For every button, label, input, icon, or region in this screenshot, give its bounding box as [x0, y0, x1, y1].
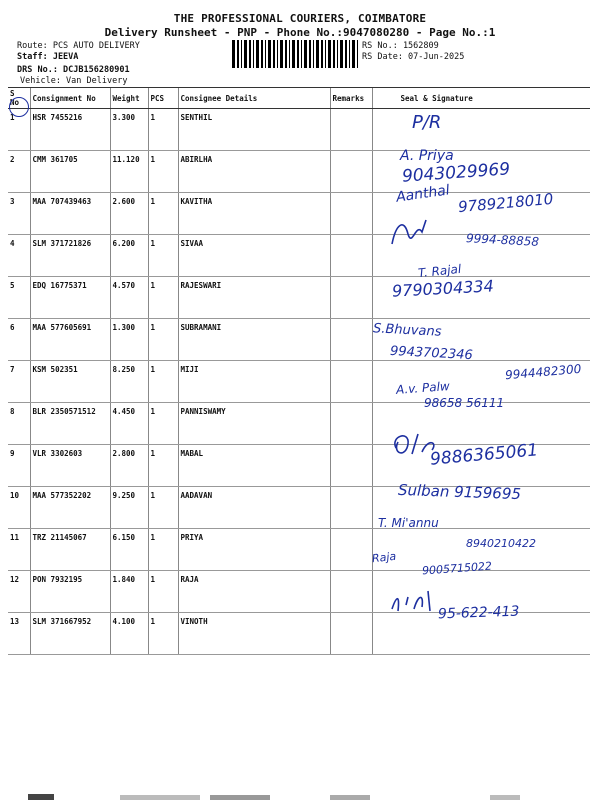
handwriting-signature: A. Priya [400, 148, 454, 164]
cell-remarks [330, 571, 372, 613]
col-pcs: PCS [148, 88, 178, 109]
signature-scribble [386, 214, 446, 250]
cell-consignment: BLR 2350571512 [30, 403, 110, 445]
cell-consignee: SUBRAMANI [178, 319, 330, 361]
cell-pcs: 1 [148, 361, 178, 403]
cell-signature [372, 109, 590, 151]
cell-consignment: PON 7932195 [30, 571, 110, 613]
cell-weight: 4.450 [110, 403, 148, 445]
handwriting-phone: 9943702346 [389, 343, 474, 364]
cell-sno: 1 [8, 109, 30, 151]
cell-consignment: SLM 371667952 [30, 613, 110, 655]
barcode-bar [328, 40, 331, 68]
barcode-bar [237, 40, 239, 68]
table-row [8, 277, 590, 319]
cell-sno: 6 [8, 319, 30, 361]
table-row [8, 319, 590, 361]
cell-consignment: VLR 3302603 [30, 445, 110, 487]
handwriting-phone: 8940210422 [466, 537, 536, 550]
barcode-bar [325, 40, 326, 68]
barcode-bar [357, 40, 358, 68]
barcode-bar [304, 40, 307, 68]
handwriting-phone: 9944482300 [504, 361, 582, 383]
handwriting-signature: T. Mi'annu [378, 516, 439, 530]
handwriting-signature: Aanthal [395, 182, 451, 206]
cell-consignment: HSR 7455216 [30, 109, 110, 151]
rs-date-text: RS Date: 07-Jun-2025 [362, 51, 465, 62]
cell-sno: 4 [8, 235, 30, 277]
cell-pcs: 1 [148, 403, 178, 445]
handwriting-phone: 9994-88858 [465, 231, 540, 249]
cell-weight: 6.200 [110, 235, 148, 277]
barcode-bar [232, 40, 235, 68]
cell-pcs: 1 [148, 529, 178, 571]
cell-consignee: ABIRLHA [178, 151, 330, 193]
cell-remarks [330, 151, 372, 193]
signature-scribble [388, 585, 444, 615]
cell-sno: 8 [8, 403, 30, 445]
barcode-bar [337, 40, 338, 68]
cell-pcs: 1 [148, 445, 178, 487]
barcode-bar [268, 40, 271, 68]
cell-sno: 5 [8, 277, 30, 319]
barcode-bar [273, 40, 275, 68]
cell-weight: 2.600 [110, 193, 148, 235]
cell-consignee: RAJESWARI [178, 277, 330, 319]
scan-edge-smudge [0, 792, 600, 800]
cell-sno: 3 [8, 193, 30, 235]
rs-no-text: RS No.: 1562809 [362, 41, 439, 51]
cell-consignee: PANNISWAMY [178, 403, 330, 445]
cell-remarks [330, 403, 372, 445]
cell-consignee: PRIYA [178, 529, 330, 571]
barcode-bar [285, 40, 287, 68]
cell-weight: 1.840 [110, 571, 148, 613]
cell-sno: 9 [8, 445, 30, 487]
barcode-bar [352, 40, 355, 68]
cell-remarks [330, 613, 372, 655]
vehicle-text: Vehicle: Van Delivery [20, 75, 128, 86]
col-consignment: Consignment No [30, 88, 110, 109]
serial-circle-mark [9, 97, 29, 117]
cell-pcs: 1 [148, 109, 178, 151]
cell-consignee: MABAL [178, 445, 330, 487]
table-header-row [8, 88, 590, 109]
barcode-bar [297, 40, 299, 68]
route-text: Route: PCS AUTO DELIVERY [17, 41, 140, 51]
barcode-bar [265, 40, 266, 68]
cell-pcs: 1 [148, 487, 178, 529]
cell-consignment: MAA 707439463 [30, 193, 110, 235]
barcode-bar [256, 40, 259, 68]
barcode-bar [316, 40, 319, 68]
barcode-bar [340, 40, 343, 68]
cell-weight: 11.120 [110, 151, 148, 193]
table-row [8, 109, 590, 151]
barcode [232, 40, 358, 68]
handwriting-phone: 9790304334 [391, 276, 495, 301]
handwriting-signature: T. Rajal [417, 261, 462, 281]
cell-consignment: MAA 577605691 [30, 319, 110, 361]
cell-remarks [330, 109, 372, 151]
barcode-bar [253, 40, 254, 68]
handwriting-signature: Sulban 9159695 [397, 480, 522, 504]
cell-consignee: SIVAA [178, 235, 330, 277]
cell-sno: 13 [8, 613, 30, 655]
handwriting-signature: P/R [412, 112, 442, 133]
barcode-bar [333, 40, 335, 68]
barcode-bar [292, 40, 295, 68]
cell-sno: 2 [8, 151, 30, 193]
cell-remarks [330, 445, 372, 487]
barcode-bar [289, 40, 290, 68]
handwriting-phone: 9005715022 [421, 559, 493, 578]
handwriting-signature: S.Bhuvans [372, 321, 442, 340]
cell-weight: 4.100 [110, 613, 148, 655]
barcode-bar [345, 40, 347, 68]
cell-consignment: TRZ 21145067 [30, 529, 110, 571]
cell-weight: 9.250 [110, 487, 148, 529]
handwriting-phone: 9043029969 [401, 159, 511, 187]
cell-sno: 12 [8, 571, 30, 613]
cell-consignee: MIJI [178, 361, 330, 403]
barcode-bar [280, 40, 283, 68]
cell-sno: 11 [8, 529, 30, 571]
cell-sno: 10 [8, 487, 30, 529]
cell-pcs: 1 [148, 235, 178, 277]
barcode-bar [244, 40, 247, 68]
cell-remarks [330, 277, 372, 319]
barcode-bar [301, 40, 302, 68]
cell-consignee: RAJA [178, 571, 330, 613]
cell-remarks [330, 361, 372, 403]
col-sno: S No [8, 88, 30, 109]
company-title: THE PROFESSIONAL COURIERS, COIMBATORE [173, 12, 427, 25]
handwriting-phone: 9789218010 [457, 189, 555, 217]
cell-consignee: KAVITHA [178, 193, 330, 235]
cell-remarks [330, 319, 372, 361]
cell-consignee: AADAVAN [178, 487, 330, 529]
barcode-bar [249, 40, 251, 68]
col-weight: Weight [110, 88, 148, 109]
cell-consignment: CMM 361705 [30, 151, 110, 193]
barcode-bar [321, 40, 323, 68]
cell-pcs: 1 [148, 151, 178, 193]
col-consignee: Consignee Details [178, 88, 330, 109]
cell-consignment: EDQ 16775371 [30, 277, 110, 319]
handwriting-phone: 95-622-413 [437, 603, 520, 623]
runsheet-title: Delivery Runsheet - PNP - Phone No.:9047080280 - Page No.:1 [104, 26, 496, 39]
cell-pcs: 1 [148, 613, 178, 655]
drs-text: DRS No.: DCJB156280901 [17, 65, 130, 75]
cell-remarks [330, 529, 372, 571]
cell-consignment: MAA 577352202 [30, 487, 110, 529]
cell-consignment: KSM 502351 [30, 361, 110, 403]
cell-weight: 4.570 [110, 277, 148, 319]
cell-weight: 6.150 [110, 529, 148, 571]
cell-pcs: 1 [148, 277, 178, 319]
barcode-bar [277, 40, 278, 68]
cell-weight: 8.250 [110, 361, 148, 403]
cell-consignee: VINOTH [178, 613, 330, 655]
cell-weight: 2.800 [110, 445, 148, 487]
cell-consignment: SLM 371721826 [30, 235, 110, 277]
cell-remarks [330, 193, 372, 235]
handwriting-signature: Raja [371, 549, 397, 566]
cell-pcs: 1 [148, 319, 178, 361]
barcode-bar [241, 40, 242, 68]
barcode-bar [309, 40, 311, 68]
cell-consignee: SENTHIL [178, 109, 330, 151]
barcode-bar [349, 40, 350, 68]
cell-sno: 7 [8, 361, 30, 403]
col-remarks: Remarks [330, 88, 372, 109]
meta-left [17, 41, 140, 86]
barcode-bar [313, 40, 314, 68]
cell-pcs: 1 [148, 571, 178, 613]
barcode-bar [261, 40, 263, 68]
handwriting-phone: 98658 56111 [424, 396, 505, 410]
meta-right [362, 41, 464, 62]
signature-scribble [388, 428, 444, 462]
cell-weight: 3.300 [110, 109, 148, 151]
cell-pcs: 1 [148, 193, 178, 235]
col-signature: Seal & Signature [372, 88, 590, 109]
cell-remarks [330, 235, 372, 277]
cell-weight: 1.300 [110, 319, 148, 361]
handwriting-phone: 9886365061 [429, 440, 539, 470]
cell-remarks [330, 487, 372, 529]
handwriting-signature: A.v. Palw [395, 379, 451, 397]
staff-text: Staff: JEEVA [17, 51, 79, 62]
